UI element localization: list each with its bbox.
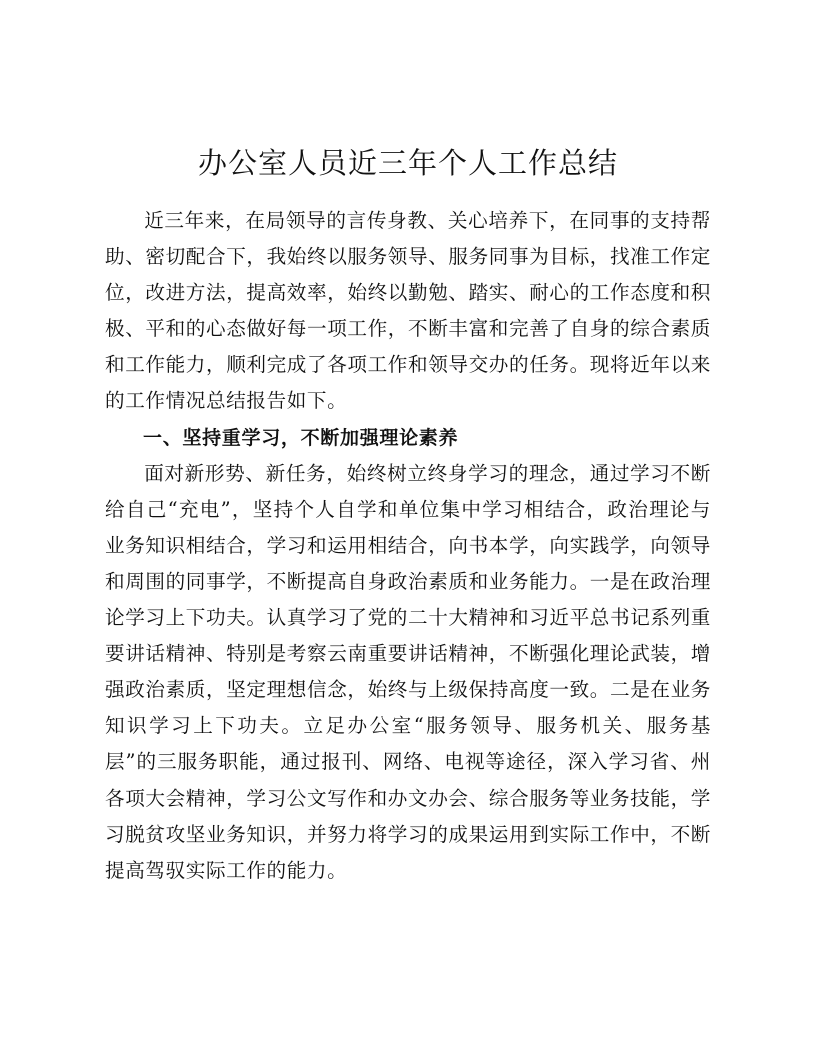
intro-paragraph: 近三年来，在局领导的言传身教、关心培养下，在同事的支持帮助、密切配合下，我始终以服务领导、服务同事为目标，找准工作定位，改进方法，提高效率，始终以勤勉、踏实、耐心的工作态度和积极、平和的心态做好每一项工作，不断丰富和完善了自身的综合素质和工作能力，顺利完成了各项工作和领导交办的任务。现将近年以来的工作情况总结报告如下。 (105, 209, 711, 413)
section-heading-study: 一、坚持重学习，不断加强理论素养 (143, 426, 459, 449)
section-paragraph-study: 面对新形势、新任务，始终树立终身学习的理念，通过学习不断给自己“充电”，坚持个人自学和单位集中学习相结合，政治理论与业务知识相结合，学习和运用相结合，向书本学，向实践学，向领导和周围的同事学，不断提高自身政治素质和业务能力。一是在政治理论学习上下功夫。认真学习了党的二十大精神和习近平总书记系列重要讲话精神、特别是考察云南重要讲话精神，不断强化理论武装，增强政治素质，坚定理想信念，始终与上级保持高度一致。二是在业务知识学习上下功夫。立足办公室“服务领导、服务机关、服务基层”的三服务职能，通过报刊、网络、电视等途径，深入学习省、州各项大会精神，学习公文写作和办文办会、综合服务等业务技能，学习脱贫攻坚业务知识，并努力将学习的成果运用到实际工作中，不断提高驾驭实际工作的能力。 (105, 461, 711, 882)
document-title: 办公室人员近三年个人工作总结 (197, 146, 618, 180)
document-body (105, 203, 711, 889)
